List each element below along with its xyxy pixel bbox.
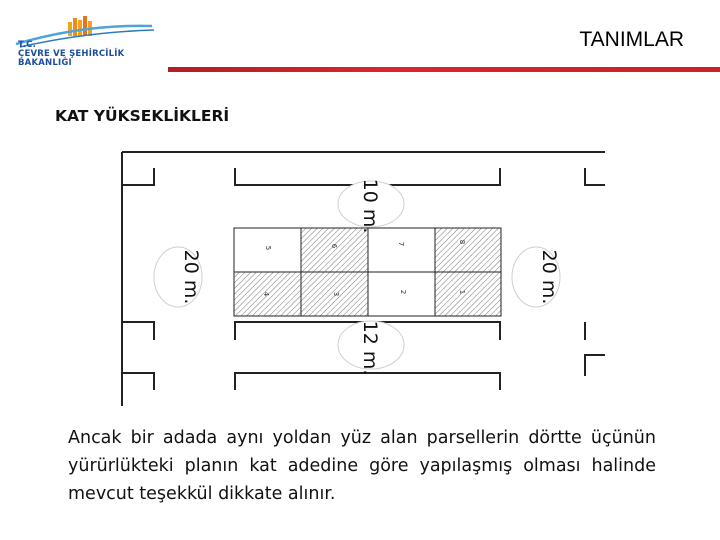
road-label-left: 20 m. [180, 249, 202, 305]
parcel-8 [435, 228, 501, 272]
slide-title: TANIMLAR [579, 28, 684, 51]
ministry-logo [14, 14, 164, 70]
section-heading: KAT YÜKSEKLİKLERİ [55, 107, 230, 125]
parcel-label: 4 [262, 291, 270, 297]
parcel-label: 3 [332, 291, 340, 297]
logo-line-2: ÇEVRE VE ŞEHİRCİLİK [18, 49, 125, 59]
logo-line-1: T.C. [18, 40, 37, 50]
road-label-top: 10 m. [359, 178, 381, 234]
parcel-label: 8 [458, 239, 466, 245]
parcel-label: 1 [458, 289, 466, 295]
parcel-label: 7 [397, 241, 405, 247]
road-label-bottom: 12 m. [359, 320, 381, 376]
body-paragraph: Ancak bir adada aynı yoldan yüz alan parsellerin dörtte üçünün yürürlükteki planın kat adedine göre yapılaşmış olması halinde mevcut teşekkül dikkate alınır. [68, 428, 656, 504]
parcel-label: 5 [264, 245, 272, 251]
parcel-label: 2 [399, 289, 407, 295]
parcel-7 [368, 228, 435, 272]
road-label-right: 20 m. [538, 249, 560, 305]
parcel-1 [435, 272, 501, 316]
parcel-diagram [118, 150, 608, 406]
parcel-label: 6 [330, 243, 338, 249]
ministry-logo-icon [14, 14, 164, 50]
parcel-6 [301, 228, 368, 272]
logo-line-3: BAKANLIĞI [18, 58, 72, 68]
header-accent-bar [168, 67, 720, 72]
